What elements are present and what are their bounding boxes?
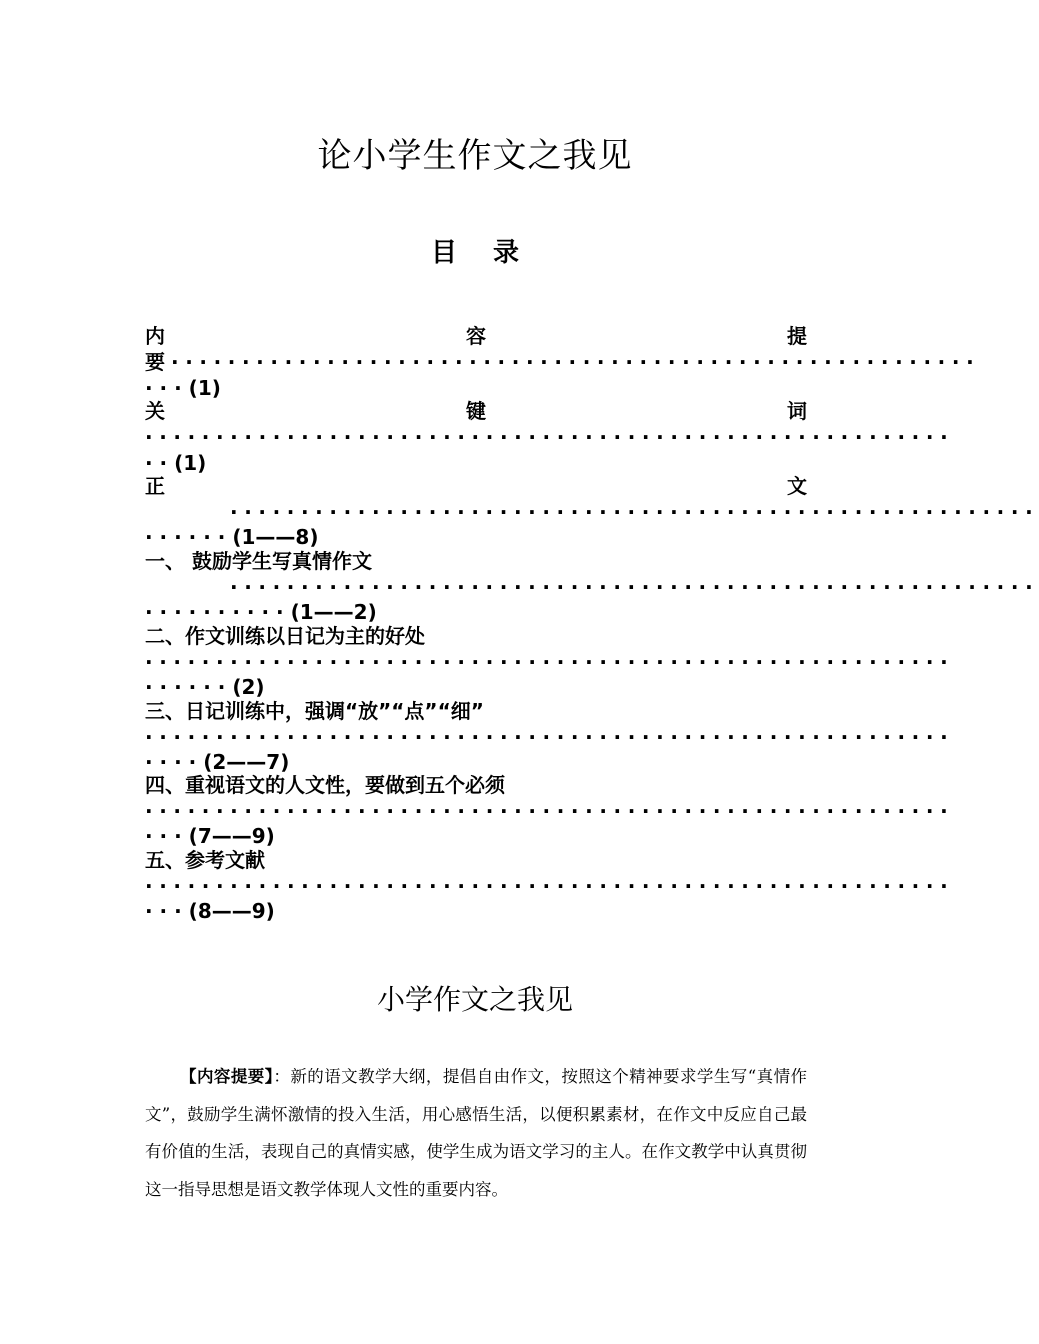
toc-entry-body-line1 (145, 473, 807, 499)
toc-entry-abstract-line1 (145, 323, 807, 349)
toc-entry-4-pages: · · · (7——9) (145, 824, 275, 848)
toc-char: 容 (466, 324, 486, 348)
toc-char: 要 (145, 350, 165, 374)
toc-char: 正 (145, 474, 165, 498)
toc-entry-4-label: 四、重视语文的人文性，要做到五个必须 (145, 773, 505, 797)
toc-entry-3-dots (145, 724, 955, 750)
abstract-label: 【内容提要】 (180, 1067, 274, 1086)
dot-leader: ························································· (230, 575, 1039, 599)
dot-leader: ························································· (230, 500, 1039, 524)
section-title: 小学作文之我见 (376, 983, 573, 1016)
toc-entry-5-dots (145, 873, 955, 899)
toc-entry-abstract-pages: · · · (1) (145, 376, 221, 400)
document-title: 论小学生作文之我见 (317, 136, 633, 176)
abstract-paragraph (145, 1058, 807, 1208)
toc-entry-4-dots (145, 798, 955, 824)
toc-entry-3-label: 三、日记训练中，强调“放”“点”“细” (145, 699, 484, 723)
toc-char: 关 (145, 399, 165, 423)
toc-char: 文 (787, 474, 807, 498)
toc-entry-keywords-line1 (145, 398, 807, 424)
toc-char: 键 (466, 399, 486, 423)
dot-leader: ························································· (171, 350, 981, 374)
toc-entry-body-pages: · · · · · · (1——8) (145, 525, 319, 549)
toc-entry-1-pages: · · · · · · · · · · (1——2) (145, 600, 377, 624)
toc-entry-3-pages: · · · · (2——7) (145, 750, 290, 774)
abstract-text: ：新的语文教学大纲，提倡自由作文，按照这个精神要求学生写“真情作文”，鼓励学生满怀激情的投入生活，用心感悟生活，以便积累素材，在作文中反应自己最有价值的生活，表现自己的真情实感，使学生成为语文学习的主人。在作文教学中认真贯彻这一指导思想是语文教学体现人文性的重要内容。 (145, 1067, 808, 1199)
toc-entry-5-label: 五、参考文献 (145, 848, 265, 872)
toc-entry-5-pages: · · · (8——9) (145, 899, 275, 923)
toc-entry-keywords-pages: · · (1) (145, 451, 207, 475)
toc-entry-2-dots (145, 649, 955, 675)
toc-title-char-1: 目 (430, 238, 457, 268)
toc-entry-keywords-dots (145, 424, 955, 450)
toc-entry-1-label: 一、 鼓励学生写真情作文 (145, 549, 372, 573)
toc-entry-2-label: 二、作文训练以日记为主的好处 (145, 624, 425, 648)
dot-leader: ························································· (145, 725, 955, 749)
dot-leader: ························································· (145, 650, 955, 674)
toc-char: 词 (787, 399, 807, 423)
toc-title-char-2: 录 (493, 238, 520, 268)
toc-char: 内 (145, 324, 165, 348)
toc-entry-body-dots (230, 499, 1039, 525)
toc-title (0, 232, 950, 269)
dot-leader: ························································· (145, 425, 955, 449)
dot-leader: ························································· (145, 799, 955, 823)
dot-leader: ························································· (145, 874, 955, 898)
toc-entry-1-dots (230, 574, 1039, 600)
toc-entry-abstract-line2 (145, 349, 981, 375)
toc-entry-2-pages: · · · · · · (2) (145, 675, 265, 699)
toc-char: 提 (787, 324, 807, 348)
